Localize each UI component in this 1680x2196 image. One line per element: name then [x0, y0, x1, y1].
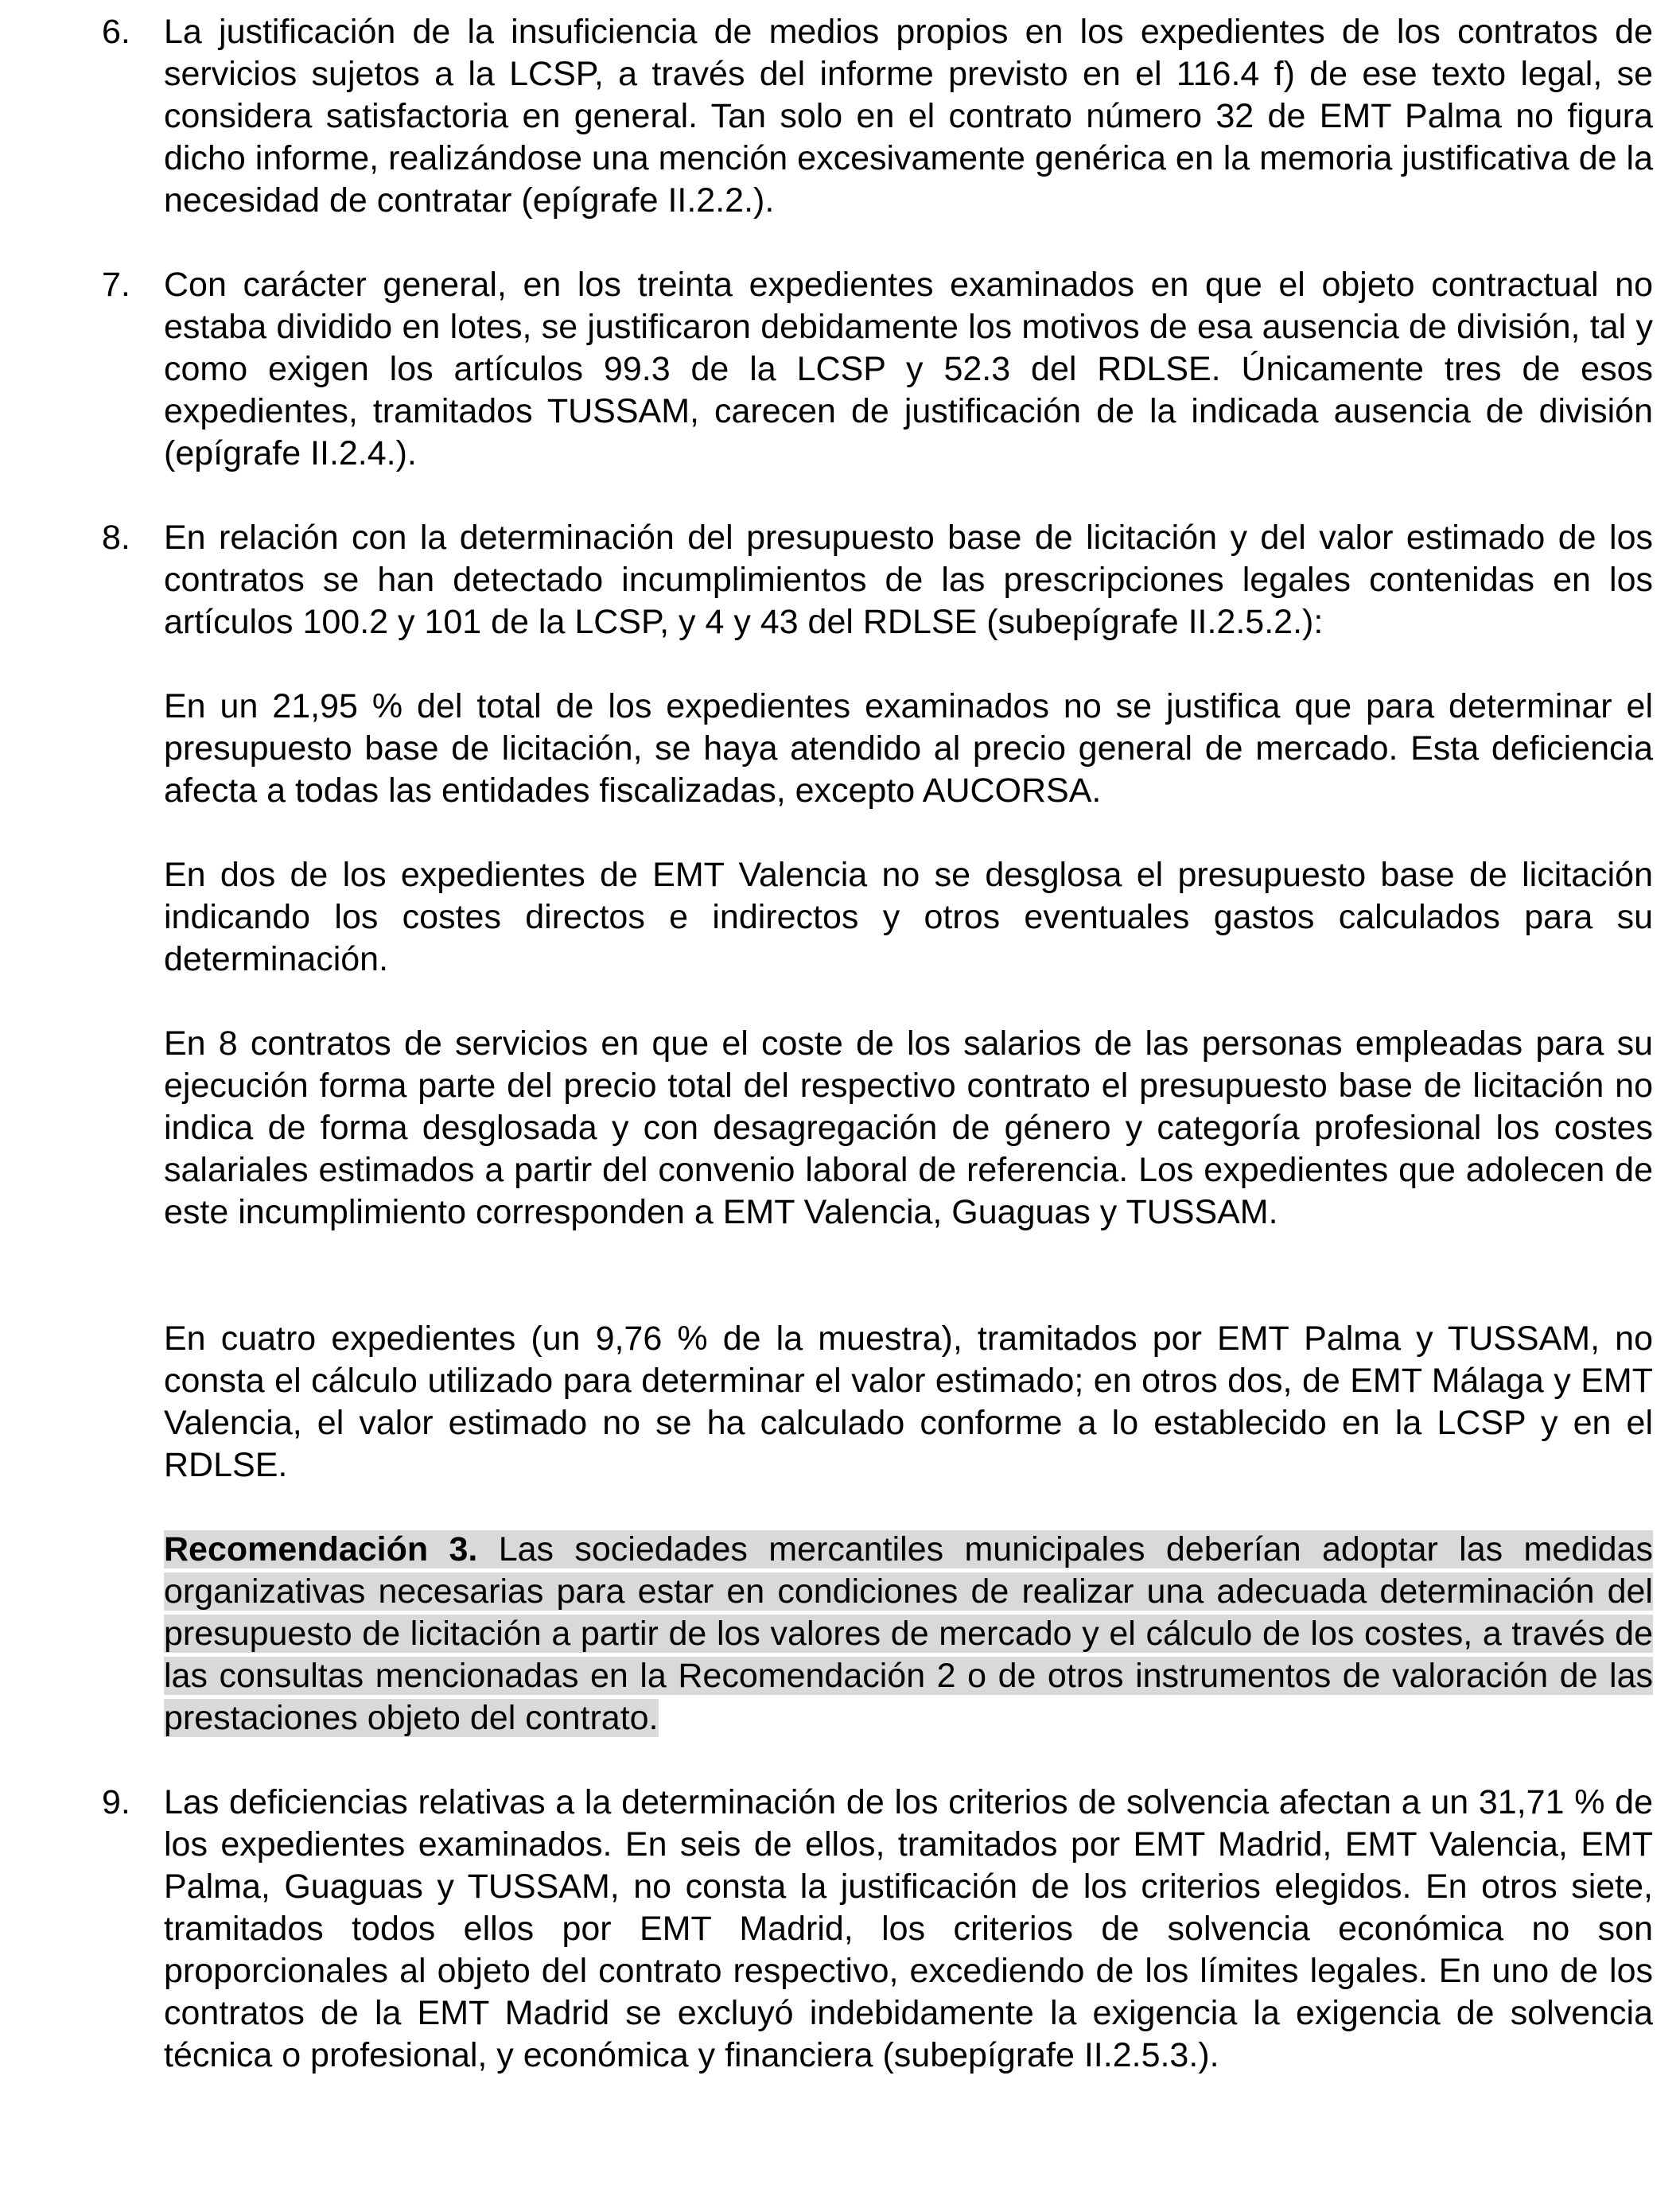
recommendation-block	[164, 1529, 1653, 1739]
item-number: 7.	[102, 266, 130, 304]
item-number: 8.	[102, 519, 130, 557]
item-number: 6.	[102, 13, 130, 51]
recommendation-highlight	[164, 1530, 1653, 1737]
item-paragraph: La justificación de la insuficiencia de medios propios en los expedientes de los contratos de servicios sujetos a la LCSP, a través del informe previsto en el 116.4 f) de ese texto legal, se considera satisfactoria en general. Tan solo en el contrato número 32 de EMT Palma no figura dicho informe, realizándose una mención excesivamente genérica en la memoria justificativa de la necesidad de contratar (epígrafe II.2.2.).	[164, 13, 1653, 220]
recommendation-text: Las sociedades mercantiles municipales deberían adoptar las medidas organizativas necesarias para estar en condiciones de realizar una adecuada determinación del presupuesto de licitación a partir de los valores de mercado y el cálculo de los costes, a través de las consultas mencionadas en la Recomendación 2 o de otros instrumentos de valoración de las prestaciones objeto del contrato.	[164, 1530, 1654, 1737]
sub-paragraph: En un 21,95 % del total de los expedientes examinados no se justifica que para determinar el presupuesto base de licitación, se haya atendido al precio general de mercado. Esta deficiencia afecta a todas las entidades fiscalizadas, excepto AUCORSA.	[164, 687, 1653, 810]
sub-paragraph: En cuatro expedientes (un 9,76 % de la muestra), tramitados por EMT Palma y TUSSAM, no consta el cálculo utilizado para determinar el valor estimado; en otros dos, de EMT Málaga y EMT Valencia, el valor estimado no se ha calculado conforme a lo establecido en la LCSP y en el RDLSE.	[164, 1320, 1653, 1484]
item-paragraph: Las deficiencias relativas a la determinación de los criterios de solvencia afectan a un 31,71 % de los expedientes examinados. En seis de ellos, tramitados por EMT Madrid, EMT Valencia, EMT Palma, Guaguas y TUSSAM, no consta la justificación de los criterios elegidos. En otros siete, tramitados todos ellos por EMT Madrid, los criterios de solvencia económica no son proporcionales al objeto del contrato respectivo, excediendo de los límites legales. En uno de los contratos de la EMT Madrid se excluyó indebidamente la exigencia la exigencia de solvencia técnica o profesional, y económica y financiera (subepígrafe II.2.5.3.).	[164, 1783, 1653, 2074]
item-number: 9.	[102, 1783, 130, 1821]
recommendation-title: Recomendación 3.	[164, 1530, 478, 1568]
item-paragraph: En relación con la determinación del presupuesto base de licitación y del valor estimado de los contratos se han detectado incumplimientos de las prescripciones legales contenidas en los artículos 100.2 y 101 de la LCSP, y 4 y 43 del RDLSE (subepígrafe II.2.5.2.):	[164, 519, 1653, 641]
item-paragraph: Con carácter general, en los treinta expedientes examinados en que el objeto contractual no estaba dividido en lotes, se justificaron debidamente los motivos de esa ausencia de división, tal y como exigen los artículos 99.3 de la LCSP y 52.3 del RDLSE. Únicamente tres de esos expedientes, tramitados TUSSAM, carecen de justificación de la indicada ausencia de división (epígrafe II.2.4.).	[164, 266, 1653, 472]
sub-paragraph: En dos de los expedientes de EMT Valencia no se desglosa el presupuesto base de licitación indicando los costes directos e indirectos y otros eventuales gastos calculados para su determinación.	[164, 856, 1653, 978]
sub-paragraph: En 8 contratos de servicios en que el coste de los salarios de las personas empleadas para su ejecución forma parte del precio total del respectivo contrato el presupuesto base de licitación no indica de forma desglosada y con desagregación de género y categoría profesional los costes salariales estimados a partir del convenio laboral de referencia. Los expedientes que adolecen de este incumplimiento corresponden a EMT Valencia, Guaguas y TUSSAM.	[164, 1024, 1653, 1231]
